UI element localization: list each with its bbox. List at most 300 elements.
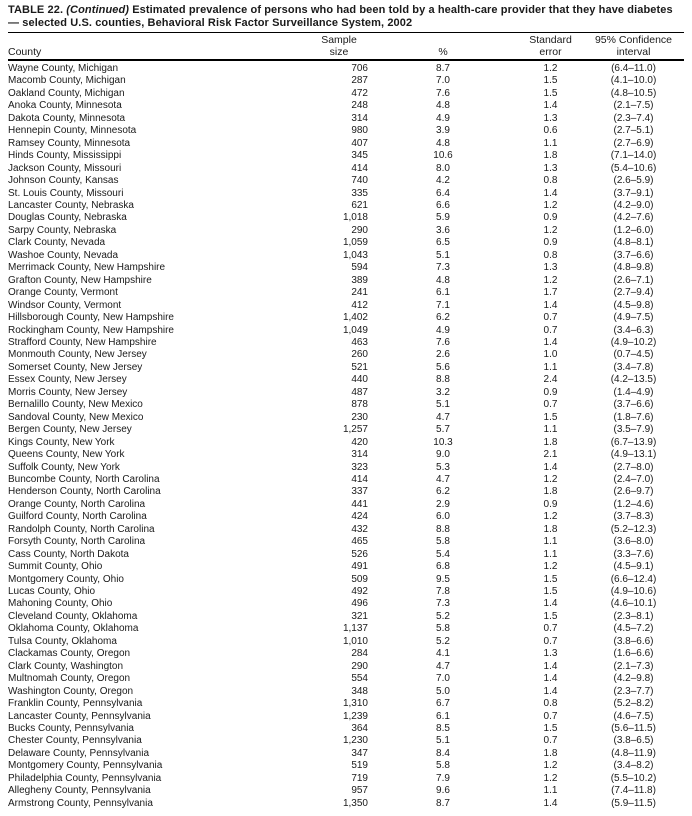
percent-cell: 4.9 <box>436 324 450 336</box>
sample-size-cell: 621 <box>351 199 368 211</box>
table-row <box>8 798 684 810</box>
standard-error-cell: 1.4 <box>543 673 558 685</box>
sample-size-cell: 1,230 <box>342 735 368 747</box>
standard-error-cell: 1.5 <box>543 723 558 735</box>
sample-size-cell: 594 <box>351 262 368 274</box>
county-cell: Franklin County, Pennsylvania <box>8 698 143 710</box>
sample-size-cell: 314 <box>351 449 368 461</box>
standard-error-cell: 0.8 <box>543 175 558 187</box>
county-cell: Montgomery County, Ohio <box>8 573 124 585</box>
sample-size-cell: 706 <box>351 63 368 74</box>
county-cell: Dakota County, Minnesota <box>8 112 126 124</box>
table-title-text: Estimated prevalence of persons who had been told by a health-care provider that they have diabetes — selected U.S. counties, Behavioral Risk Factor Surveillance System, 2002 <box>8 4 673 29</box>
sample-size-cell: 957 <box>351 785 368 797</box>
county-cell: Henderson County, North Carolina <box>8 486 161 498</box>
confidence-interval-cell: (3.7–9.1) <box>613 187 654 199</box>
percent-cell: 2.9 <box>436 498 450 510</box>
table-row <box>8 362 684 374</box>
county-cell: Clark County, Nevada <box>8 237 106 249</box>
county-cell: Buncombe County, North Carolina <box>8 473 160 485</box>
standard-error-cell: 1.8 <box>543 523 558 535</box>
sample-size-cell: 420 <box>351 436 368 448</box>
col-header-county-label: County <box>8 46 42 58</box>
standard-error-cell: 1.4 <box>543 685 558 697</box>
standard-error-cell: 1.5 <box>543 586 558 598</box>
table-row <box>8 125 684 137</box>
sample-size-cell: 335 <box>351 187 368 199</box>
standard-error-cell: 0.7 <box>543 324 558 336</box>
standard-error-cell: 1.1 <box>543 785 558 797</box>
county-cell: Sarpy County, Nebraska <box>8 224 117 236</box>
table-row <box>8 325 684 337</box>
confidence-interval-cell: (2.3–8.1) <box>613 610 654 622</box>
confidence-interval-cell: (5.2–12.3) <box>610 523 657 535</box>
col-header-se-line1: Standard <box>529 34 572 46</box>
percent-cell: 8.0 <box>436 162 450 174</box>
standard-error-cell: 1.1 <box>543 137 558 149</box>
table-row <box>8 711 684 723</box>
standard-error-cell: 0.7 <box>543 735 558 747</box>
sample-size-cell: 496 <box>351 598 368 610</box>
confidence-interval-cell: (2.7–6.9) <box>613 137 654 149</box>
confidence-interval-cell: (4.2–13.5) <box>610 374 657 386</box>
standard-error-cell: 1.4 <box>543 660 558 672</box>
table-row <box>8 175 684 187</box>
col-header-sample-size <box>310 33 368 61</box>
county-cell: Lancaster County, Pennsylvania <box>8 710 151 722</box>
sample-size-cell: 487 <box>351 386 368 398</box>
standard-error-cell: 0.7 <box>543 623 558 635</box>
sample-size-cell: 432 <box>351 523 368 535</box>
table-row <box>8 499 684 511</box>
table-row <box>8 212 684 224</box>
confidence-interval-cell: (4.5–9.8) <box>613 299 654 311</box>
confidence-interval-cell: (4.9–10.6) <box>610 586 657 598</box>
county-cell: Orange County, North Carolina <box>8 498 146 510</box>
county-cell: Monmouth County, New Jersey <box>8 349 147 361</box>
standard-error-cell: 2.4 <box>543 374 558 386</box>
standard-error-cell: 1.7 <box>543 287 558 299</box>
confidence-interval-cell: (4.5–9.1) <box>613 561 654 573</box>
percent-cell: 10.3 <box>433 436 453 448</box>
county-cell: Queens County, New York <box>8 449 125 461</box>
table-row <box>8 486 684 498</box>
sample-size-cell: 1,010 <box>342 635 368 647</box>
standard-error-cell: 0.8 <box>543 698 558 710</box>
sample-size-cell: 463 <box>351 336 368 348</box>
standard-error-cell: 0.7 <box>543 312 558 324</box>
table-row <box>8 586 684 598</box>
table-row <box>8 723 684 735</box>
sample-size-cell: 248 <box>351 100 368 112</box>
table-row <box>8 237 684 249</box>
sample-size-cell: 472 <box>351 87 368 99</box>
percent-cell: 4.7 <box>436 411 450 423</box>
percent-cell: 8.7 <box>436 797 450 809</box>
standard-error-cell: 1.2 <box>543 224 558 236</box>
percent-cell: 6.8 <box>436 561 450 573</box>
county-cell: Strafford County, New Hampshire <box>8 336 157 348</box>
county-cell: Douglas County, Nebraska <box>8 212 127 224</box>
confidence-interval-cell: (3.7–6.6) <box>613 249 654 261</box>
standard-error-cell: 0.9 <box>543 237 558 249</box>
standard-error-cell: 1.4 <box>543 100 558 112</box>
county-cell: Wayne County, Michigan <box>8 63 119 74</box>
county-cell: Hinds County, Mississippi <box>8 150 122 162</box>
standard-error-cell: 1.1 <box>543 536 558 548</box>
standard-error-cell: 0.7 <box>543 710 558 722</box>
sample-size-cell: 414 <box>351 162 368 174</box>
table-row <box>8 100 684 112</box>
sample-size-cell: 980 <box>351 125 368 137</box>
table-row <box>8 735 684 747</box>
standard-error-cell: 1.2 <box>543 63 558 74</box>
standard-error-cell: 1.5 <box>543 573 558 585</box>
county-cell: Johnson County, Kansas <box>8 175 119 187</box>
col-header-se-line2: error <box>539 46 562 58</box>
col-header-sample-line2: size <box>329 46 349 58</box>
sample-size-cell: 441 <box>351 498 368 510</box>
percent-cell: 5.6 <box>436 361 450 373</box>
percent-cell: 5.3 <box>436 461 450 473</box>
county-cell: Armstrong County, Pennsylvania <box>8 797 153 809</box>
col-header-sample-line1: Sample <box>321 34 357 46</box>
table-row <box>8 424 684 436</box>
sample-size-cell: 364 <box>351 723 368 735</box>
percent-cell: 6.7 <box>436 698 450 710</box>
county-cell: Lucas County, Ohio <box>8 586 96 598</box>
confidence-interval-cell: (4.8–8.1) <box>613 237 654 249</box>
percent-cell: 5.1 <box>436 735 450 747</box>
table-row <box>8 511 684 523</box>
county-cell: St. Louis County, Missouri <box>8 187 124 199</box>
sample-size-cell: 465 <box>351 536 368 548</box>
standard-error-cell: 1.3 <box>543 648 558 660</box>
percent-cell: 4.7 <box>436 473 450 485</box>
county-cell: Cass County, North Dakota <box>8 548 129 560</box>
percent-cell: 6.4 <box>436 187 450 199</box>
standard-error-cell: 1.4 <box>543 797 558 809</box>
county-cell: Lancaster County, Nebraska <box>8 199 134 211</box>
percent-cell: 5.7 <box>436 424 450 436</box>
percent-cell: 9.0 <box>436 449 450 461</box>
sample-size-cell: 719 <box>351 772 368 784</box>
table-row <box>8 250 684 262</box>
standard-error-cell: 1.8 <box>543 486 558 498</box>
confidence-interval-cell: (2.6–7.1) <box>613 274 654 286</box>
standard-error-cell: 0.9 <box>543 212 558 224</box>
col-header-ci-line1: 95% Confidence <box>594 34 673 46</box>
confidence-interval-cell: (4.2–9.8) <box>613 673 654 685</box>
percent-cell: 5.1 <box>436 249 450 261</box>
standard-error-cell: 1.3 <box>543 262 558 274</box>
confidence-interval-cell: (0.7–4.5) <box>613 349 654 361</box>
confidence-interval-cell: (6.4–11.0) <box>611 63 656 74</box>
confidence-interval-cell: (4.2–9.0) <box>613 199 654 211</box>
confidence-interval-cell: (7.1–14.0) <box>610 150 657 162</box>
table-title-prefix: TABLE 22. <box>8 4 67 16</box>
standard-error-cell: 1.1 <box>543 548 558 560</box>
table-row <box>8 686 684 698</box>
percent-cell: 2.6 <box>436 349 450 361</box>
percent-cell: 4.8 <box>436 274 450 286</box>
sample-size-cell: 509 <box>351 573 368 585</box>
county-cell: Clackamas County, Oregon <box>8 648 131 660</box>
confidence-interval-cell: (4.9–10.2) <box>610 336 657 348</box>
percent-cell: 3.2 <box>436 386 450 398</box>
confidence-interval-cell: (5.9–11.5) <box>611 797 656 809</box>
percent-cell: 6.6 <box>436 199 450 211</box>
sample-size-cell: 1,350 <box>342 797 368 809</box>
confidence-interval-cell: (4.5–7.2) <box>613 623 654 635</box>
table-row <box>8 574 684 586</box>
percent-cell: 7.3 <box>436 598 450 610</box>
standard-error-cell: 1.2 <box>543 772 558 784</box>
confidence-interval-cell: (3.7–8.3) <box>613 511 654 523</box>
standard-error-cell: 1.8 <box>543 150 558 162</box>
sample-size-cell: 878 <box>351 399 368 411</box>
standard-error-cell: 1.0 <box>543 349 558 361</box>
percent-cell: 6.2 <box>436 486 450 498</box>
table-row <box>8 673 684 685</box>
col-header-percent <box>368 33 518 61</box>
standard-error-cell: 1.3 <box>543 112 558 124</box>
standard-error-cell: 1.2 <box>543 511 558 523</box>
county-cell: Kings County, New York <box>8 436 115 448</box>
county-cell: Jackson County, Missouri <box>8 162 122 174</box>
table-row <box>8 636 684 648</box>
table-title <box>8 4 684 30</box>
percent-cell: 7.6 <box>436 87 450 99</box>
county-cell: Hillsborough County, New Hampshire <box>8 312 174 324</box>
confidence-interval-cell: (5.4–10.6) <box>610 162 657 174</box>
table-row <box>8 88 684 100</box>
standard-error-cell: 1.4 <box>543 299 558 311</box>
table-header-row <box>8 33 684 61</box>
confidence-interval-cell: (3.5–7.9) <box>613 424 654 436</box>
county-cell: Bucks County, Pennsylvania <box>8 723 134 735</box>
percent-cell: 4.9 <box>436 112 450 124</box>
percent-cell: 7.6 <box>436 336 450 348</box>
sample-size-cell: 554 <box>351 673 368 685</box>
standard-error-cell: 1.3 <box>543 162 558 174</box>
sample-size-cell: 412 <box>351 299 368 311</box>
county-cell: Oakland County, Michigan <box>8 87 125 99</box>
percent-cell: 3.6 <box>436 224 450 236</box>
percent-cell: 7.0 <box>436 673 450 685</box>
county-cell: Bernalillo County, New Mexico <box>8 399 143 411</box>
sample-size-cell: 1,310 <box>342 698 368 710</box>
county-cell: Washoe County, Nevada <box>8 249 119 261</box>
sample-size-cell: 337 <box>351 486 368 498</box>
confidence-interval-cell: (7.4–11.8) <box>611 785 656 797</box>
standard-error-cell: 1.2 <box>543 561 558 573</box>
sample-size-cell: 491 <box>351 561 368 573</box>
sample-size-cell: 348 <box>351 685 368 697</box>
sample-size-cell: 323 <box>351 461 368 473</box>
county-cell: Multnomah County, Oregon <box>8 673 131 685</box>
sample-size-cell: 241 <box>351 287 368 299</box>
confidence-interval-cell: (6.6–12.4) <box>610 573 657 585</box>
standard-error-cell: 1.1 <box>543 361 558 373</box>
confidence-interval-cell: (2.1–7.5) <box>613 100 654 112</box>
confidence-interval-cell: (4.9–7.5) <box>613 312 654 324</box>
confidence-interval-cell: (2.7–8.0) <box>613 461 654 473</box>
confidence-interval-cell: (4.6–10.1) <box>610 598 657 610</box>
confidence-interval-cell: (2.1–7.3) <box>613 660 654 672</box>
percent-cell: 7.0 <box>436 75 450 87</box>
county-cell: Delaware County, Pennsylvania <box>8 747 150 759</box>
standard-error-cell: 1.2 <box>543 199 558 211</box>
standard-error-cell: 1.2 <box>543 473 558 485</box>
table-row <box>8 536 684 548</box>
confidence-interval-cell: (4.9–13.1) <box>610 449 657 461</box>
col-header-standard-error <box>518 33 583 61</box>
col-header-county <box>8 33 310 61</box>
confidence-interval-cell: (1.6–6.6) <box>613 648 654 660</box>
confidence-interval-cell: (5.5–10.2) <box>610 772 657 784</box>
sample-size-cell: 740 <box>351 175 368 187</box>
table-row <box>8 75 684 87</box>
table-body <box>8 60 684 810</box>
table-row <box>8 598 684 610</box>
county-cell: Windsor County, Vermont <box>8 299 122 311</box>
sample-size-cell: 1,018 <box>342 212 368 224</box>
table-row <box>8 623 684 635</box>
standard-error-cell: 0.6 <box>543 125 558 137</box>
percent-cell: 5.8 <box>436 536 450 548</box>
sample-size-cell: 414 <box>351 473 368 485</box>
table-row <box>8 150 684 162</box>
standard-error-cell: 0.9 <box>543 498 558 510</box>
table-row <box>8 262 684 274</box>
standard-error-cell: 0.7 <box>543 399 558 411</box>
confidence-interval-cell: (6.7–13.9) <box>610 436 657 448</box>
county-cell: Hennepin County, Minnesota <box>8 125 137 137</box>
county-cell: Morris County, New Jersey <box>8 386 128 398</box>
percent-cell: 5.8 <box>436 760 450 772</box>
confidence-interval-cell: (2.4–7.0) <box>613 473 654 485</box>
county-cell: Oklahoma County, Oklahoma <box>8 623 139 635</box>
county-cell: Guilford County, North Carolina <box>8 511 147 523</box>
county-cell: Sandoval County, New Mexico <box>8 411 144 423</box>
sample-size-cell: 1,049 <box>342 324 368 336</box>
percent-cell: 5.0 <box>436 685 450 697</box>
confidence-interval-cell: (1.2–4.6) <box>613 498 654 510</box>
confidence-interval-cell: (3.4–8.2) <box>613 760 654 772</box>
table-row <box>8 462 684 474</box>
percent-cell: 8.4 <box>436 747 450 759</box>
sample-size-cell: 526 <box>351 548 368 560</box>
table-row <box>8 300 684 312</box>
county-cell: Anoka County, Minnesota <box>8 100 122 112</box>
col-header-ci-line2: interval <box>616 46 651 58</box>
sample-size-cell: 1,239 <box>342 710 368 722</box>
standard-error-cell: 1.4 <box>543 336 558 348</box>
table-row <box>8 773 684 785</box>
standard-error-cell: 1.5 <box>543 411 558 423</box>
standard-error-cell: 1.4 <box>543 461 558 473</box>
standard-error-cell: 1.8 <box>543 436 558 448</box>
confidence-interval-cell: (2.3–7.4) <box>613 112 654 124</box>
table-row <box>8 524 684 536</box>
county-cell: Randolph County, North Carolina <box>8 523 155 535</box>
confidence-interval-cell: (1.8–7.6) <box>613 411 654 423</box>
standard-error-cell: 1.4 <box>543 598 558 610</box>
percent-cell: 6.1 <box>436 287 450 299</box>
percent-cell: 5.8 <box>436 623 450 635</box>
standard-error-cell: 0.7 <box>543 635 558 647</box>
sample-size-cell: 1,043 <box>342 249 368 261</box>
standard-error-cell: 1.1 <box>543 424 558 436</box>
percent-cell: 8.8 <box>436 374 450 386</box>
sample-size-cell: 314 <box>351 112 368 124</box>
confidence-interval-cell: (3.8–6.5) <box>613 735 654 747</box>
confidence-interval-cell: (4.8–11.9) <box>611 747 656 759</box>
confidence-interval-cell: (2.6–9.7) <box>613 486 654 498</box>
county-cell: Merrimack County, New Hampshire <box>8 262 166 274</box>
table-row <box>8 648 684 660</box>
standard-error-cell: 1.5 <box>543 610 558 622</box>
county-cell: Allegheny County, Pennsylvania <box>8 785 151 797</box>
confidence-interval-cell: (1.4–4.9) <box>613 386 654 398</box>
confidence-interval-cell: (2.7–9.4) <box>613 287 654 299</box>
sample-size-cell: 519 <box>351 760 368 772</box>
table-row <box>8 474 684 486</box>
percent-cell: 7.1 <box>436 299 450 311</box>
sample-size-cell: 321 <box>351 610 368 622</box>
sample-size-cell: 284 <box>351 648 368 660</box>
county-cell: Tulsa County, Oklahoma <box>8 635 117 647</box>
table-row <box>8 785 684 797</box>
confidence-interval-cell: (4.8–9.8) <box>613 262 654 274</box>
county-cell: Somerset County, New Jersey <box>8 361 143 373</box>
table-row <box>8 661 684 673</box>
county-cell: Forsyth County, North Carolina <box>8 536 146 548</box>
percent-cell: 9.6 <box>436 785 450 797</box>
table-header <box>8 33 684 61</box>
county-cell: Grafton County, New Hampshire <box>8 274 152 286</box>
county-cell: Philadelphia County, Pennsylvania <box>8 772 162 784</box>
table-row <box>8 412 684 424</box>
table-row <box>8 337 684 349</box>
table-row <box>8 287 684 299</box>
percent-cell: 6.0 <box>436 511 450 523</box>
confidence-interval-cell: (1.2–6.0) <box>613 224 654 236</box>
percent-cell: 7.9 <box>436 772 450 784</box>
table-row <box>8 225 684 237</box>
sample-size-cell: 345 <box>351 150 368 162</box>
standard-error-cell: 2.1 <box>543 449 558 461</box>
county-cell: Essex County, New Jersey <box>8 374 127 386</box>
sample-size-cell: 347 <box>351 747 368 759</box>
confidence-interval-cell: (3.8–6.6) <box>613 635 654 647</box>
confidence-interval-cell: (5.2–8.2) <box>613 698 654 710</box>
table-row <box>8 349 684 361</box>
percent-cell: 4.8 <box>436 100 450 112</box>
standard-error-cell: 1.5 <box>543 87 558 99</box>
sample-size-cell: 424 <box>351 511 368 523</box>
table-row <box>8 113 684 125</box>
table-row <box>8 449 684 461</box>
sample-size-cell: 1,137 <box>342 623 368 635</box>
standard-error-cell: 0.8 <box>543 249 558 261</box>
percent-cell: 3.9 <box>436 125 450 137</box>
percent-cell: 10.6 <box>433 150 453 162</box>
county-cell: Suffolk County, New York <box>8 461 120 473</box>
confidence-interval-cell: (4.2–7.6) <box>613 212 654 224</box>
sample-size-cell: 407 <box>351 137 368 149</box>
